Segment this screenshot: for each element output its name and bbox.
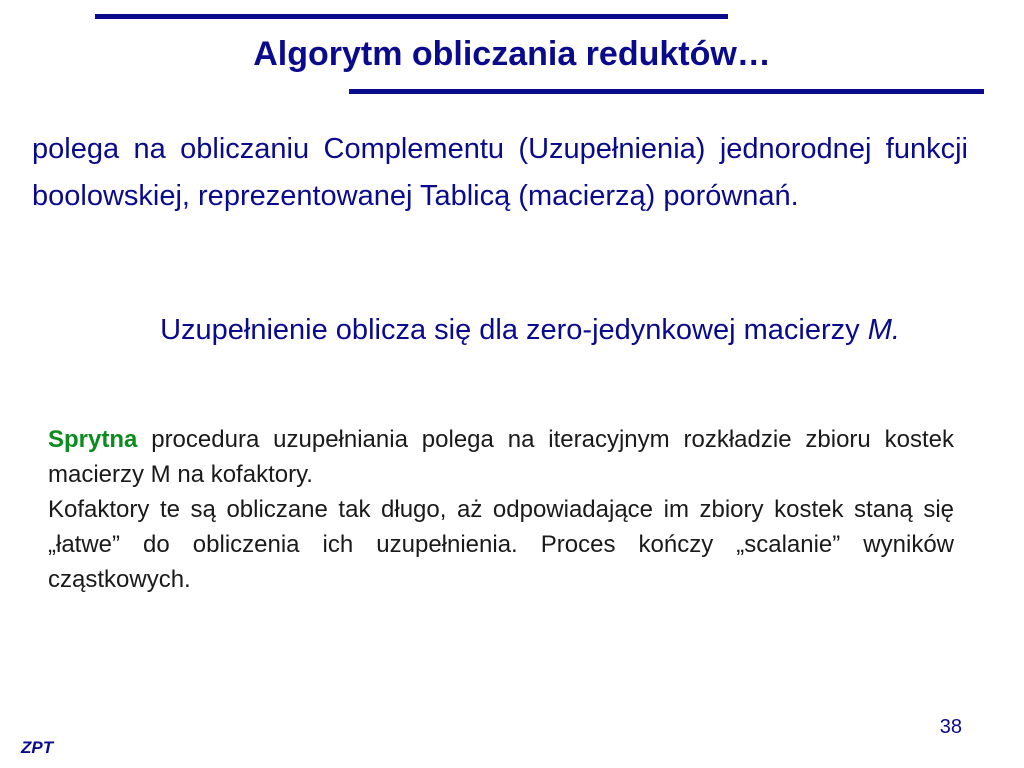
procedure-paragraph-2: Kofaktory te są obliczane tak długo, aż odpowiadające im zbiory kostek staną się „łatwe” do obliczenia ich uzupełnienia. Proces kończy „scalanie” wyników cząstkowych. [48,496,954,593]
procedure-description [48,422,954,597]
title-bottom-rule [349,89,984,94]
complement-note-text: Uzupełnienie oblicza się dla zero-jedynkowej macierzy [160,314,868,346]
footer-logo: ZPT [21,738,54,757]
page-number: 38 [939,716,962,738]
intro-paragraph: polega na obliczaniu Complementu (Uzupełnienia) jednorodnej funkcji boolowskiej, reprezentowanej Tablicą (macierzą) porównań. [32,133,968,212]
complement-note [120,310,940,350]
procedure-paragraph-1 [48,422,954,492]
slide-title: Algorytm obliczania reduktów… [253,35,771,73]
matrix-symbol: M. [867,314,900,346]
procedure-paragraph-1-text: procedura uzupełniania polega na iteracyjnym rozkładzie zbioru kostek macierzy M na kofaktory. [48,426,954,488]
title-top-rule [95,14,728,19]
highlight-word: Sprytna [48,426,138,453]
